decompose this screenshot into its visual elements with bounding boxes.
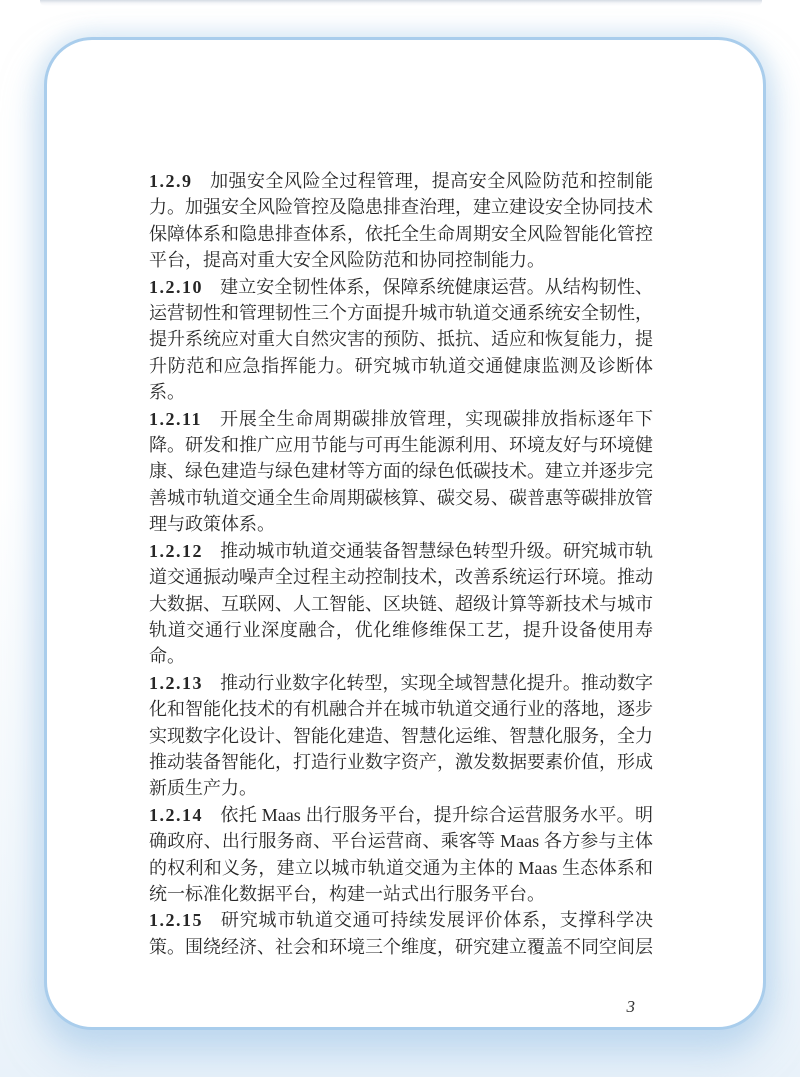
clause-paragraph (149, 406, 653, 538)
clause-paragraph (149, 168, 653, 274)
clause-paragraph (149, 274, 653, 406)
previous-page-shadow-edge (40, 0, 762, 6)
document-page-card (44, 37, 766, 1030)
clause-paragraph (149, 802, 653, 908)
clause-text: 开展全生命周期碳排放管理，实现碳排放指标逐年下降。研发和推广应用节能与可再生能源利用、环境友好与环境健康、绿色建造与绿色建材等方面的绿色低碳技术。建立并逐步完善城市轨道交通全生命周期碳核算、碳交易、碳普惠等碳排放管理与政策体系。 (149, 408, 653, 535)
clause-text: 推动城市轨道交通装备智慧绿色转型升级。研究城市轨道交通振动噪声全过程主动控制技术，改善系统运行环境。推动大数据、互联网、人工智能、区块链、超级计算等新技术与城市轨道交通行业深度融合，优化维修维保工艺，提升设备使用寿命。 (149, 540, 653, 667)
clause-paragraph (149, 670, 653, 802)
clause-number: 1.2.13 (149, 672, 203, 693)
clause-number: 1.2.9 (149, 171, 193, 191)
clause-number: 1.2.12 (149, 540, 203, 561)
clause-list (149, 168, 653, 960)
clause-text: 加强安全风险全过程管理，提高安全风险防范和控制能力。加强安全风险管控及隐患排查治理，建立建设安全协同技术保障体系和隐患排查体系，依托全生命周期安全风险智能化管控平台，提高对重大安全风险防范和协同控制能力。 (149, 171, 653, 271)
clause-paragraph (149, 907, 653, 960)
clause-number: 1.2.10 (149, 276, 203, 297)
clause-text: 推动行业数字化转型，实现全域智慧化提升。推动数字化和智能化技术的有机融合并在城市轨道交通行业的落地，逐步实现数字化设计、智能化建造、智慧化运维、智慧化服务，全力推动装备智能化，打造行业数字资产，激发数据要素价值，形成新质生产力。 (149, 672, 653, 799)
clause-number: 1.2.14 (149, 804, 203, 825)
clause-paragraph (149, 538, 653, 670)
clause-text: 研究城市轨道交通可持续发展评价体系，支撑科学决策。围绕经济、社会和环境三个维度，研究建立覆盖不同空间层 (149, 910, 653, 957)
clause-text: 依托 Maas 出行服务平台，提升综合运营服务水平。明确政府、出行服务商、平台运营商、乘客等 Maas 各方参与主体的权利和义务，建立以城市轨道交通为主体的 Maas 生态体系和统一标准化数据平台，构建一站式出行服务平台。 (149, 804, 653, 904)
page-number: 3 (626, 997, 635, 1016)
clause-text: 建立安全韧性体系，保障系统健康运营。从结构韧性、运营韧性和管理韧性三个方面提升城市轨道交通系统安全韧性，提升系统应对重大自然灾害的预防、抵抗、适应和恢复能力，提升防范和应急指挥能力。研究城市轨道交通健康监测及诊断体系。 (149, 276, 653, 403)
clause-number: 1.2.11 (149, 408, 203, 429)
clause-number: 1.2.15 (149, 910, 203, 931)
